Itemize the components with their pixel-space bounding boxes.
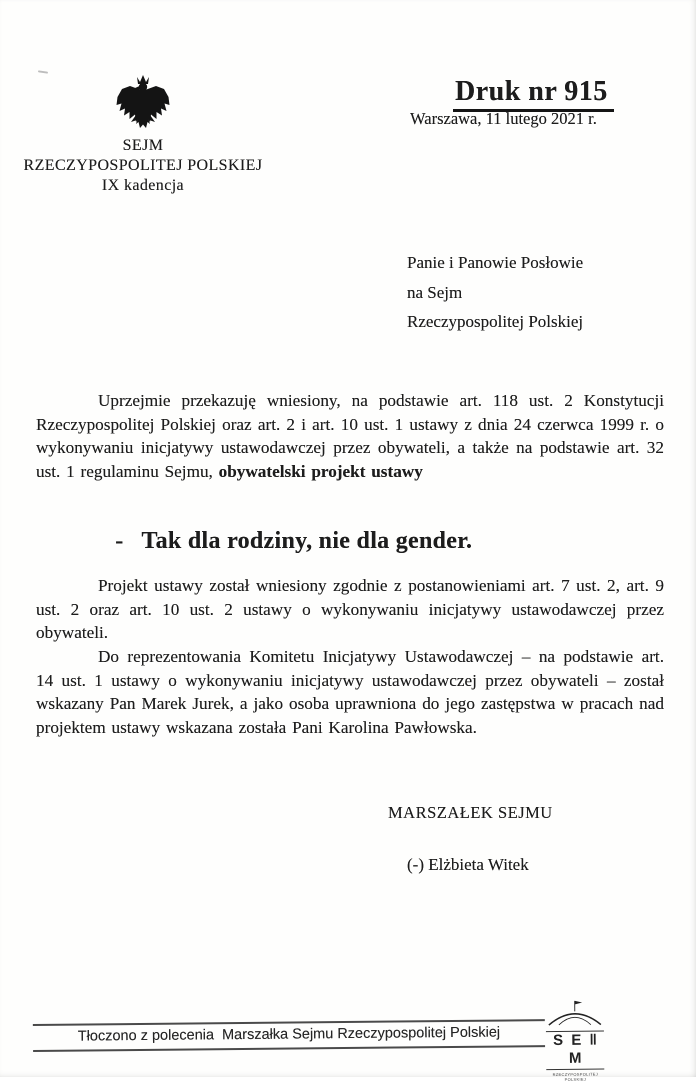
footer (0, 1007, 696, 1082)
addressee-line-1: Panie i Panowie Posłowie (407, 253, 584, 272)
paragraph-committee: Do reprezentowania Komitetu Inicjatywy Ustawodawczej – na podstawie art. 14 ust. 1 ustawy o wykonywaniu inicjatywy ustawodawczej przez obywateli – został wskazany Pan Marek Jurek, a jako osoba uprawniona do jego zastępstwa w pracach nad projektem ustawy wskazana została Pani Karolina Pawłowska. (36, 647, 664, 737)
sejm-logo (546, 1000, 605, 1082)
institution-term: IX kadencja (101, 177, 185, 194)
paragraph-transmittal-bold: obywatelski projekt ustawy (218, 461, 423, 481)
signature-name: (-) Elżbieta Witek (407, 855, 529, 874)
paragraph-transmittal-text: Uprzejmie przekazuję wniesiony, na podstawie art. 118 ust. 2 Konstytucji Rzeczypospolitej Polskiej oraz art. 2 i art. 10 ust. 1 ustawy z dnia 24 czerwca 1999 r. o wykonywaniu inicjatywy ustawodawczej przez obywateli, a także na podstawie art. 32 ust. 1 regulaminu Sejmu, (36, 391, 664, 481)
sejm-logo-letters: S E ‖ M (546, 1031, 604, 1071)
sejm-dome-icon (546, 1000, 604, 1027)
document-date: Warszawa, 11 lutego 2021 r. (410, 109, 597, 128)
addressee-line-3: Rzeczypospolitej Polskiej (407, 312, 584, 331)
signature-role: MARSZAŁEK SEJMU (388, 803, 553, 822)
footer-printed-note: Tłoczono z polecenia Marszałka Sejmu Rzeczypospolitej Polskiej (77, 1024, 501, 1045)
paragraph-compliance: Projekt ustawy został wniesiony zgodnie z postanowieniami art. 7 ust. 2, art. 9 ust. 2 oraz art. 10 ust. 2 ustawy o wykonywaniu inicjatywy ustawodawczej przez obywateli. (36, 576, 664, 643)
bill-title-text: Tak dla rodziny, nie dla gender. (141, 528, 473, 554)
institution-name-republic: RZECZYPOSPOLITEJ POLSKIEJ (23, 157, 263, 174)
addressee-line-2: na Sejm (407, 282, 463, 302)
bill-title-dash: - (115, 528, 124, 554)
sejm-logo-caption: RZECZYPOSPOLITEJ POLSKIEJ (552, 1071, 599, 1082)
polish-eagle-icon (116, 74, 170, 132)
paragraph-transmittal (36, 389, 664, 483)
institution-name-sejm: SEJM (122, 137, 164, 154)
addressee-block (407, 248, 583, 337)
header-institution-block (20, 74, 266, 196)
document-number: Druk nr 915 (453, 76, 614, 112)
bill-title (90, 501, 472, 582)
